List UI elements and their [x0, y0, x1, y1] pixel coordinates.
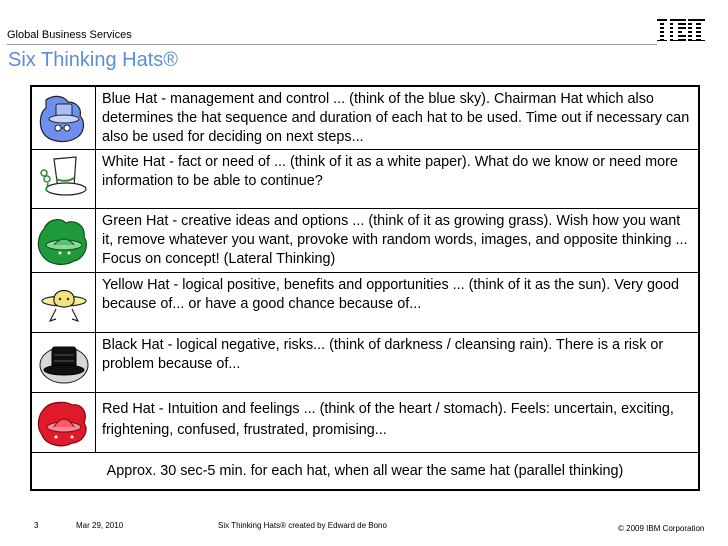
hat-row-black: [32, 333, 698, 393]
blue-hat-icon: [36, 92, 92, 144]
hat-row-white: [32, 150, 698, 209]
ibm-logo: [657, 18, 705, 44]
blue-hat-description: Blue Hat - management and control ... (think of the blue sky). Chairman Hat which also determines the hat sequence and duration of each hat to be used. Time out if necessary can also be used for deciding on next steps...: [102, 91, 690, 145]
white-hat-icon: [36, 153, 92, 205]
page-title: Six Thinking Hats®: [8, 49, 178, 71]
white-hat-description: White Hat - fact or need of ... (think of it as a white paper). What do we know or need more information to be able to continue?: [102, 154, 678, 189]
footer-copyright: © 2009 IBM Corporation: [618, 524, 705, 533]
header-divider: [7, 44, 657, 45]
red-hat-icon: [36, 397, 92, 449]
footer-credit: Six Thinking Hats® created by Edward de Bono: [218, 521, 387, 530]
summary-row: Approx. 30 sec-5 min. for each hat, when all wear the same hat (parallel thinking): [106, 463, 624, 479]
hat-row-red: [32, 393, 698, 453]
hat-row-yellow: [32, 273, 698, 333]
black-hat-icon: [36, 337, 92, 389]
company-name: Global Business Services: [7, 29, 132, 41]
footer-date: Mar 29, 2010: [76, 521, 124, 530]
page-number: 3: [34, 521, 39, 530]
green-hat-icon: [36, 215, 92, 267]
hat-row-green: [32, 209, 698, 273]
hat-row-blue: [32, 87, 698, 150]
green-hat-description: Green Hat - creative ideas and options ... (think of it as growing grass). Wish how you want it, remove whatever you want, provoke with random words, images, and opposite thinking ... Focus on concept! (Lateral Thinking): [102, 213, 688, 267]
black-hat-description: Black Hat - logical negative, risks... (think of darkness / cleansing rain). There is a risk or problem because of...: [102, 337, 664, 372]
yellow-hat-description: Yellow Hat - logical positive, benefits and opportunities ... (think of it as the sun). Very good because of... or have a good chance because of...: [102, 277, 680, 312]
hats-table: [30, 85, 700, 491]
red-hat-description: Red Hat - Intuition and feelings ... (think of the heart / stomach). Feels: uncertain, exciting, frightening, confused, frustrated, promising...: [102, 401, 674, 438]
yellow-hat-icon: [36, 277, 92, 329]
